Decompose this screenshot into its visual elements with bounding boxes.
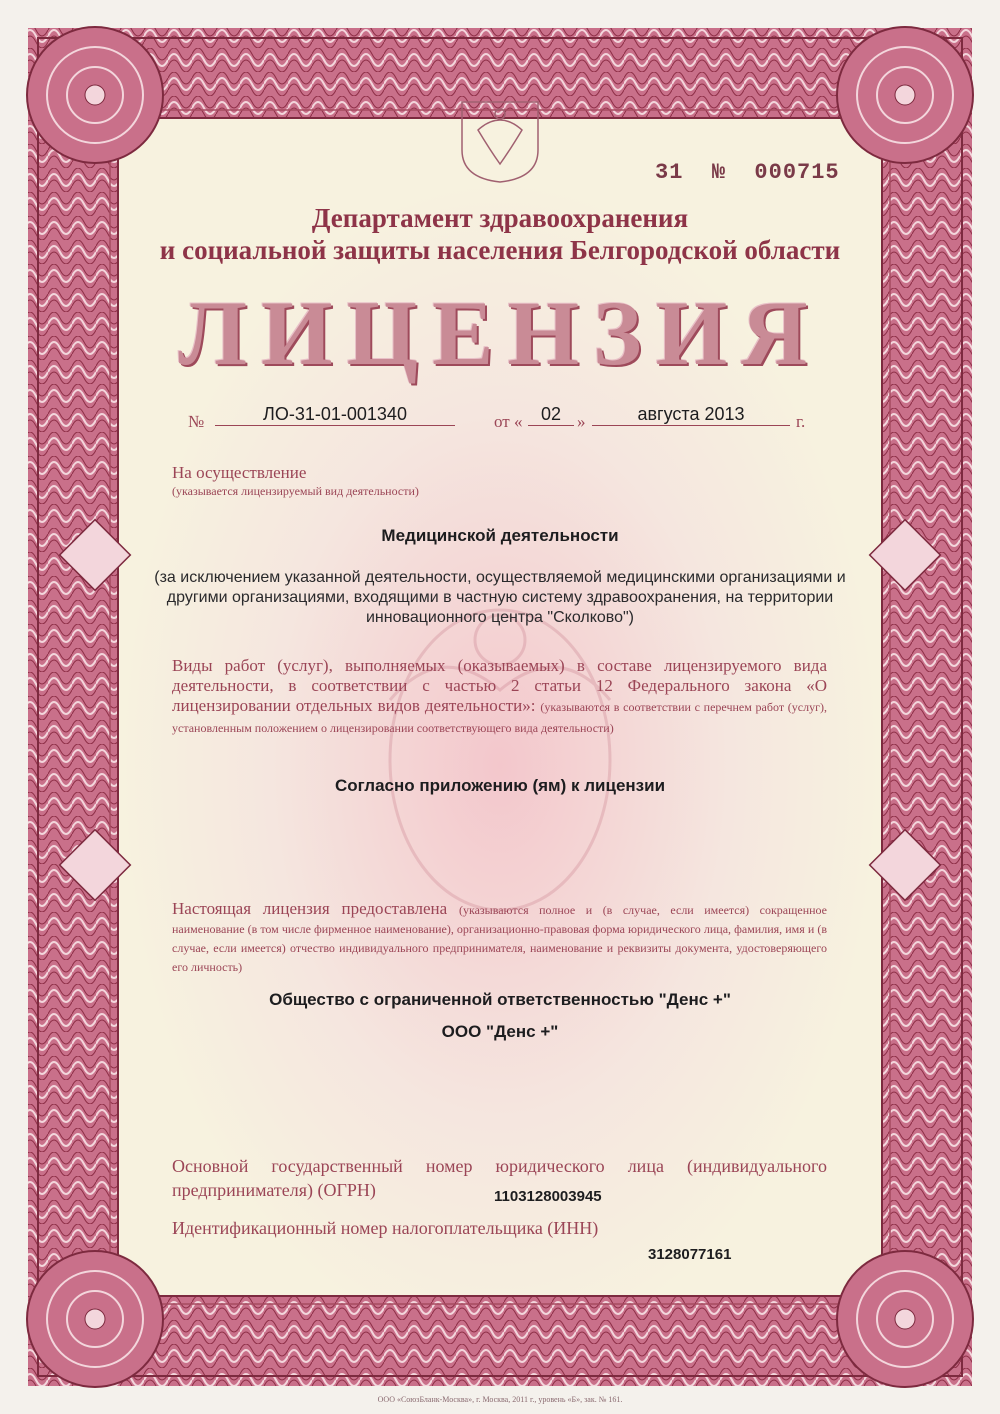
holder-hint: (указываются полное и (в случае, если имеется) сокращенное наименование (в том числе фирменное наименование), организационно-правовая форма юридического лица, фамилия, имя и (в случае, если имеется) отчество индивидуального предпринимателя, наименование и реквизиты документа, удостоверяющего его личность) [172,903,828,974]
license-day-close: » [577,412,586,431]
authority-line-2: и социальной защиты населения Белгородской области [159,235,841,265]
document-title: ЛИЦЕНЗИЯ [178,282,822,384]
license-from-label: от « [494,412,523,431]
holder-label [172,900,827,976]
ogrn-label: Основной государственный номер юридического лица (индивидуального предпринимателя) (ОГРН) [172,1156,827,1200]
license-day: 02 [528,404,574,426]
holder-full-name: Общество с ограниченной ответственностью "Денс +" [269,990,731,1009]
works-value: Согласно приложению (ям) к лицензии [334,776,666,795]
serial-no-sign: № [711,160,727,185]
works-hint: (указываются в соответствии с перечнем работ (услуг), установленным положением о лицензировании соответствующего вида деятельности) [172,700,827,735]
serial-value: 000715 [754,160,840,185]
license-year-suffix: г. [796,412,806,431]
holder-label-text: Настоящая лицензия предоставлена [172,899,448,918]
activity-hint: (указывается лицензируемый вид деятельности) [172,484,419,498]
activity-value: Медицинской деятельности [381,526,619,545]
activity-note: (за исключением указанной деятельности, осуществляемой медицинскими организациями и другими организациями, входящими в частную систему здравоохранения, на территории инновационного центра "Сколково") [154,569,846,626]
license-number: ЛО-31-01-001340 [215,404,455,426]
holder-short-name: ООО "Денс +" [441,1022,559,1041]
inn-label: Идентификационный номер налогоплательщика (ИНН) [172,1218,599,1238]
printer-imprint: ООО «СоюзБланк-Москва», г. Москва, 2011 г., уровень «Б», зак. № 161. [377,1395,623,1404]
works-label [172,656,827,738]
authority-line-1: Департамент здравоохранения [311,203,689,233]
works-label-text: Виды работ (услуг), выполняемых (оказываемых) в составе лицензируемого вида деятельности, в соответствии с частью 2 статьи 12 Федерального закона «О лицензировании отдельных видов деятельности»: [172,656,827,715]
license-no-label: № [188,412,205,431]
license-month-year: августа 2013 [592,404,790,426]
inn-value: 3128077161 [648,1246,732,1263]
serial-number [655,160,840,185]
ogrn-value: 1103128003945 [494,1188,602,1205]
activity-label: На осуществление [172,463,307,482]
serial-series: 31 [655,160,684,185]
